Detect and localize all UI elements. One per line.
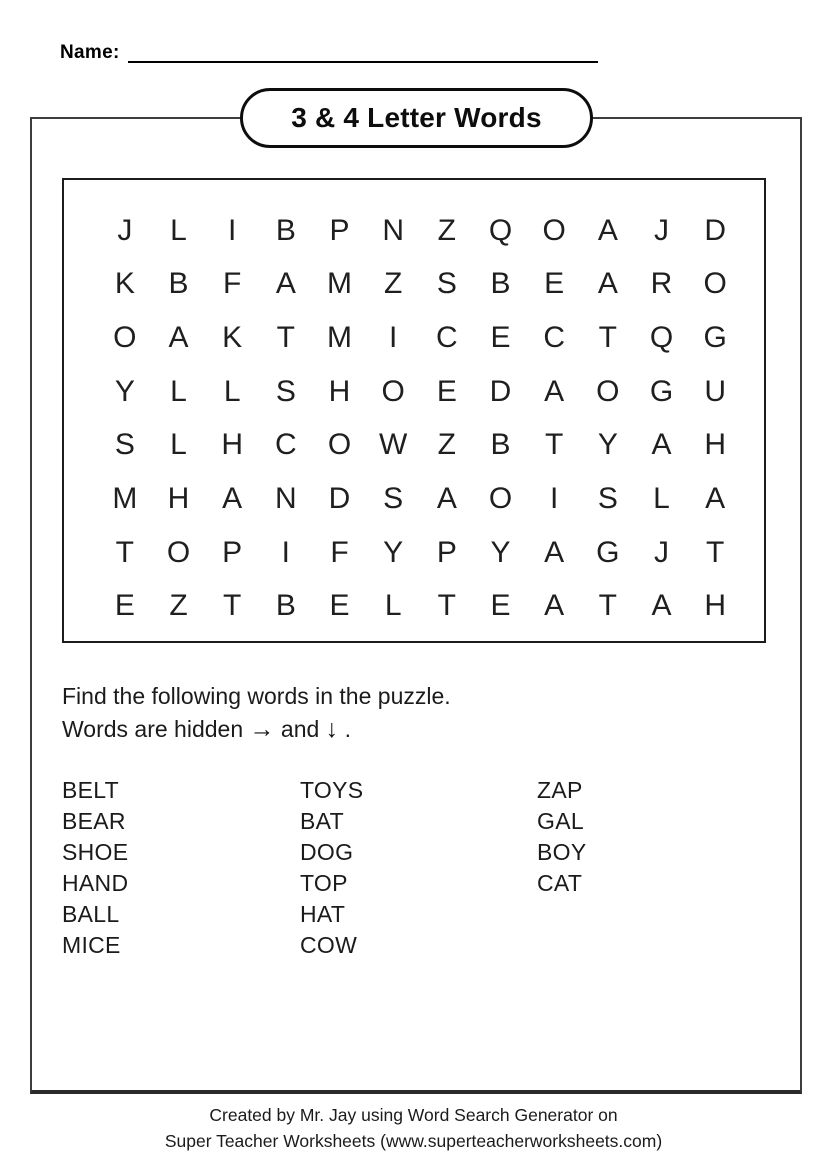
word-list-item: MICE <box>62 932 121 958</box>
grid-letter: L <box>223 374 241 408</box>
name-underline <box>128 61 598 63</box>
grid-letter: N <box>274 481 297 515</box>
grid-letter: E <box>436 374 457 408</box>
grid-letter: L <box>170 213 187 247</box>
grid-letter: E <box>490 321 511 355</box>
grid-letter: L <box>384 589 402 623</box>
grid-letter: Z <box>437 428 456 462</box>
grid-letter: M <box>326 267 352 301</box>
grid-letter: S <box>436 267 457 301</box>
grid-letter: A <box>544 535 565 569</box>
grid-letter: D <box>704 213 726 247</box>
grid-letter: Y <box>597 428 618 462</box>
grid-letter: F <box>223 267 242 301</box>
letter-grid <box>64 180 764 641</box>
instructions-line2-prefix: Words are hidden <box>62 716 244 742</box>
word-column-1 <box>62 775 128 961</box>
name-label: Name: <box>60 42 120 63</box>
word-list-item: GAL <box>537 808 584 834</box>
down-arrow-icon: ↓ <box>325 715 339 743</box>
grid-letter: K <box>114 267 135 301</box>
grid-letter: I <box>549 481 559 515</box>
grid-letter: Z <box>169 589 188 623</box>
grid-letter: Q <box>488 213 513 247</box>
word-list-item: TOYS <box>300 777 364 803</box>
grid-letter: Z <box>384 267 403 301</box>
grid-letter: N <box>382 213 404 247</box>
grid-letter: A <box>651 428 672 462</box>
grid-letter: C <box>543 321 565 355</box>
instructions <box>62 680 451 746</box>
grid-letter: B <box>490 428 511 462</box>
grid-letter: O <box>703 267 727 301</box>
grid-letter: T <box>276 321 295 355</box>
instructions-line2-suffix: . <box>344 716 351 742</box>
grid-letter: A <box>597 213 618 247</box>
grid-letter: R <box>650 267 673 301</box>
grid-letter: A <box>544 589 565 623</box>
grid-letter: T <box>706 535 725 569</box>
grid-letter: Y <box>383 535 404 569</box>
right-arrow-icon: → <box>249 715 275 743</box>
grid-letter: C <box>435 321 458 355</box>
grid-letter: A <box>705 481 726 515</box>
title-pill <box>240 88 593 148</box>
grid-letter: I <box>227 213 237 247</box>
grid-letter: T <box>545 428 564 462</box>
grid-letter: D <box>489 374 512 408</box>
grid-letter: O <box>488 481 513 515</box>
grid-letter: H <box>704 428 726 462</box>
word-list-item: BALL <box>62 901 120 927</box>
grid-letter: W <box>379 428 408 462</box>
grid-letter: A <box>597 267 618 301</box>
grid-letter: E <box>114 589 135 623</box>
grid-letter: F <box>330 535 349 569</box>
grid-letter: S <box>114 428 135 462</box>
grid-letter: A <box>436 481 457 515</box>
grid-letter: L <box>653 481 670 515</box>
grid-letter: L <box>170 428 187 462</box>
grid-letter: E <box>329 589 350 623</box>
word-list-item: DOG <box>300 839 354 865</box>
grid-letter: O <box>381 374 405 408</box>
grid-letter: S <box>275 374 296 408</box>
word-list-item: BAT <box>300 808 344 834</box>
grid-letter: Y <box>490 535 511 569</box>
grid-letter: J <box>653 213 669 247</box>
grid-letter: J <box>653 535 669 569</box>
grid-letter: H <box>328 374 351 408</box>
grid-letter: T <box>598 321 617 355</box>
grid-letter: K <box>222 321 243 355</box>
instructions-line1: Find the following words in the puzzle. <box>62 683 451 709</box>
grid-letter: O <box>542 213 566 247</box>
grid-letter: U <box>704 374 726 408</box>
grid-letter: M <box>326 321 352 355</box>
word-list-item: SHOE <box>62 839 129 865</box>
word-list-item: CAT <box>537 870 583 896</box>
word-list-item: BELT <box>62 777 120 803</box>
grid-letter: A <box>168 321 189 355</box>
grid-letter: T <box>598 589 617 623</box>
grid-letter: E <box>490 589 511 623</box>
grid-letter: Y <box>114 374 135 408</box>
grid-letter: H <box>221 428 243 462</box>
word-list-item: BOY <box>537 839 587 865</box>
grid-letter: B <box>490 267 511 301</box>
grid-letter: I <box>281 535 290 569</box>
grid-letter: T <box>223 589 242 623</box>
grid-letter: M <box>112 481 138 515</box>
grid-letter: O <box>327 428 352 462</box>
grid-letter: G <box>596 535 620 569</box>
grid-letter: A <box>222 481 243 515</box>
word-column-3 <box>537 775 586 899</box>
grid-letter: D <box>328 481 351 515</box>
grid-letter: S <box>383 481 404 515</box>
grid-letter: E <box>544 267 565 301</box>
word-list-item: HAND <box>62 870 129 896</box>
grid-letter: H <box>704 589 726 623</box>
footer-line1: Created by Mr. Jay using Word Search Generator on <box>209 1105 618 1125</box>
puzzle-grid-box <box>62 178 766 643</box>
grid-letter: Q <box>649 321 674 355</box>
grid-letter: A <box>544 374 565 408</box>
grid-letter: C <box>274 428 297 462</box>
grid-letter: G <box>649 374 674 408</box>
grid-letter: P <box>436 535 457 569</box>
grid-letter: G <box>703 321 727 355</box>
grid-letter: L <box>170 374 187 408</box>
grid-letter: B <box>275 213 296 247</box>
instructions-line2 <box>62 713 451 746</box>
grid-letter: O <box>166 535 191 569</box>
footer-line2: Super Teacher Worksheets (www.superteacherworksheets.com) <box>164 1131 663 1151</box>
grid-letter: T <box>437 589 456 623</box>
grid-letter: A <box>651 589 672 623</box>
word-list-item: HAT <box>300 901 346 927</box>
grid-letter: B <box>168 267 189 301</box>
word-list-item: ZAP <box>537 777 583 803</box>
grid-letter: S <box>597 481 618 515</box>
word-list-item: BEAR <box>62 808 126 834</box>
word-list-item: TOP <box>300 870 348 896</box>
footer <box>0 1102 827 1154</box>
grid-letter: A <box>275 267 296 301</box>
name-row <box>60 42 598 64</box>
page-title: 3 & 4 Letter Words <box>291 102 542 133</box>
grid-letter: J <box>117 213 133 247</box>
grid-letter: Z <box>437 213 456 247</box>
grid-letter: H <box>167 481 190 515</box>
grid-letter: P <box>222 535 243 569</box>
word-list-item: COW <box>300 932 358 958</box>
grid-letter: I <box>388 321 398 355</box>
word-column-2 <box>300 775 363 961</box>
grid-letter: O <box>113 321 137 355</box>
grid-letter: P <box>329 213 350 247</box>
grid-letter: O <box>596 374 620 408</box>
instructions-conjunction: and <box>280 716 320 742</box>
grid-letter: B <box>275 589 296 623</box>
grid-letter: T <box>115 535 134 569</box>
